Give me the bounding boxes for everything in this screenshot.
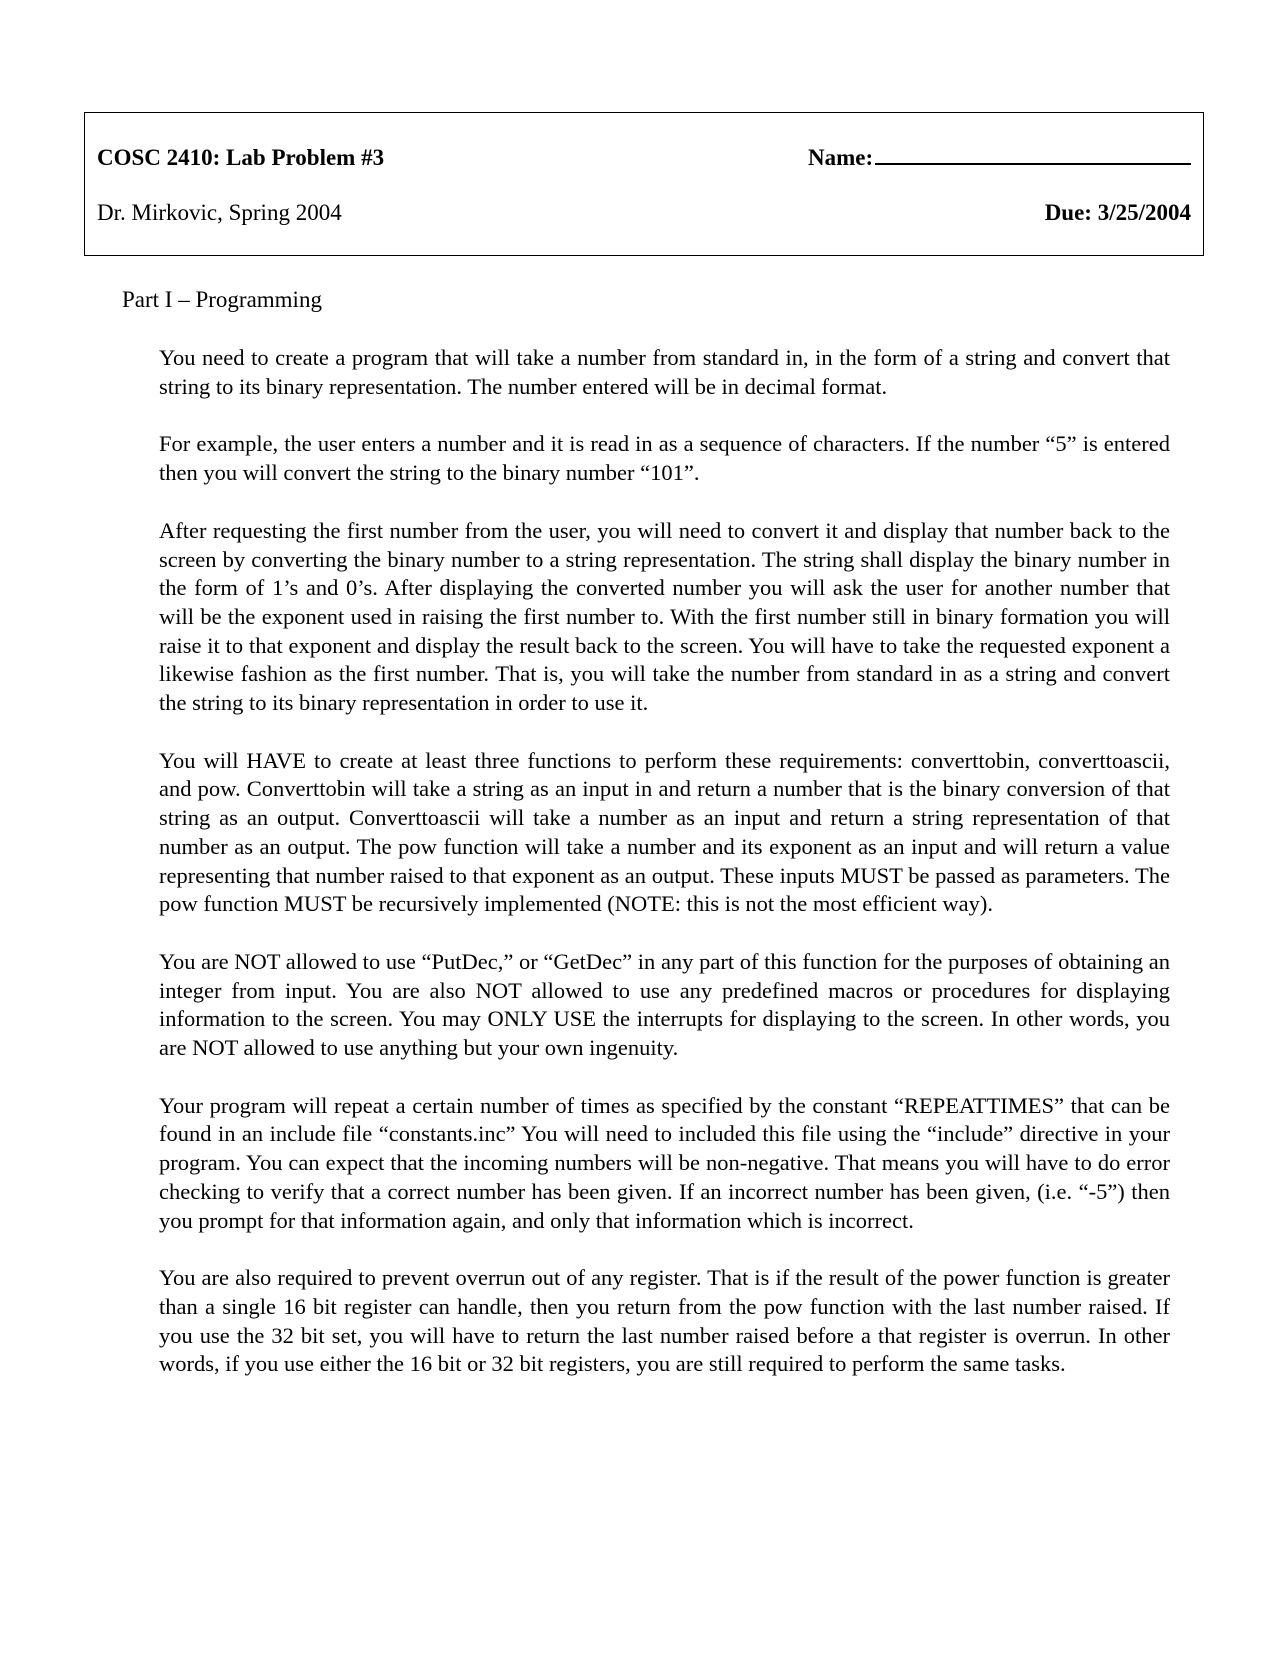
header-row-bottom <box>97 199 1191 227</box>
paragraph: For example, the user enters a number and it is read in as a sequence of characters. If the number “5” is entered then you will convert the string to the binary number “101”. <box>159 431 1170 486</box>
paragraph: You need to create a program that will take a number from standard in, in the form of a string and convert that string to its binary representation. The number entered will be in decimal format. <box>159 345 1170 399</box>
due-date: Due: 3/25/2004 <box>1044 200 1191 225</box>
name-label: Name: <box>808 145 874 170</box>
paragraph: Your program will repeat a certain number of times as specified by the constant “REPEATTIMES” that can be found in an include file “constants.inc” You will need to included this file using the “include” directive in your program. You can expect that the incoming numbers will be non-negative. That means you will have to do error checking to verify that a correct number has been given. If an incorrect number has been given, (i.e. “-5”) then you prompt for that information again, and only that information which is incorrect. <box>159 1092 1170 1233</box>
body-text <box>159 344 1170 1408</box>
name-field <box>808 143 1191 172</box>
course-title: COSC 2410: Lab Problem #3 <box>97 145 385 170</box>
section-title: Part I – Programming <box>122 287 322 312</box>
header-box <box>84 112 1204 256</box>
name-blank-line <box>875 143 1191 165</box>
paragraph: You will HAVE to create at least three functions to perform these requirements: converttobin, converttoascii, and pow. Converttobin will take a string as an input in and return a number that is the binary conversion of that string as an output. Converttoascii will take a number as an input and return a string representation of that number as an output. The pow function will take a number and its exponent as an input and will return a value representing that number raised to that exponent as an output. These inputs MUST be passed as parameters. The pow function MUST be recursively implemented (NOTE: this is not the most efficient way). <box>159 747 1170 917</box>
paragraph: After requesting the first number from the user, you will need to convert it and display that number back to the screen by converting the binary number to a string representation. The string shall display the binary number in the form of 1’s and 0’s. After displaying the converted number you will ask the user for another number that will be the exponent used in raising the first number to. With the first number still in binary formation you will raise it to that exponent and display the result back to the screen. You will have to take the requested exponent a likewise fashion as the first number. That is, you will take the number from standard in as a string and convert the string to its binary representation in order to use it. <box>159 517 1170 716</box>
instructor-term: Dr. Mirkovic, Spring 2004 <box>97 200 342 225</box>
paragraph: You are also required to prevent overrun out of any register. That is if the result of the power function is greater than a single 16 bit register can handle, then you return from the pow function with the last number raised. If you use the 32 bit set, you will have to return the last number raised before a that register is overrun. In other words, if you use either the 16 bit or 32 bit registers, you are still required to perform the same tasks. <box>159 1265 1170 1377</box>
header-row-top <box>97 143 1191 172</box>
paragraph: You are NOT allowed to use “PutDec,” or “GetDec” in any part of this function for the purposes of obtaining an integer from input. You are also NOT allowed to use any predefined macros or procedures for displaying information to the screen. You may ONLY USE the interrupts for displaying to the screen. In other words, you are NOT allowed to use anything but your own ingenuity. <box>159 948 1170 1061</box>
